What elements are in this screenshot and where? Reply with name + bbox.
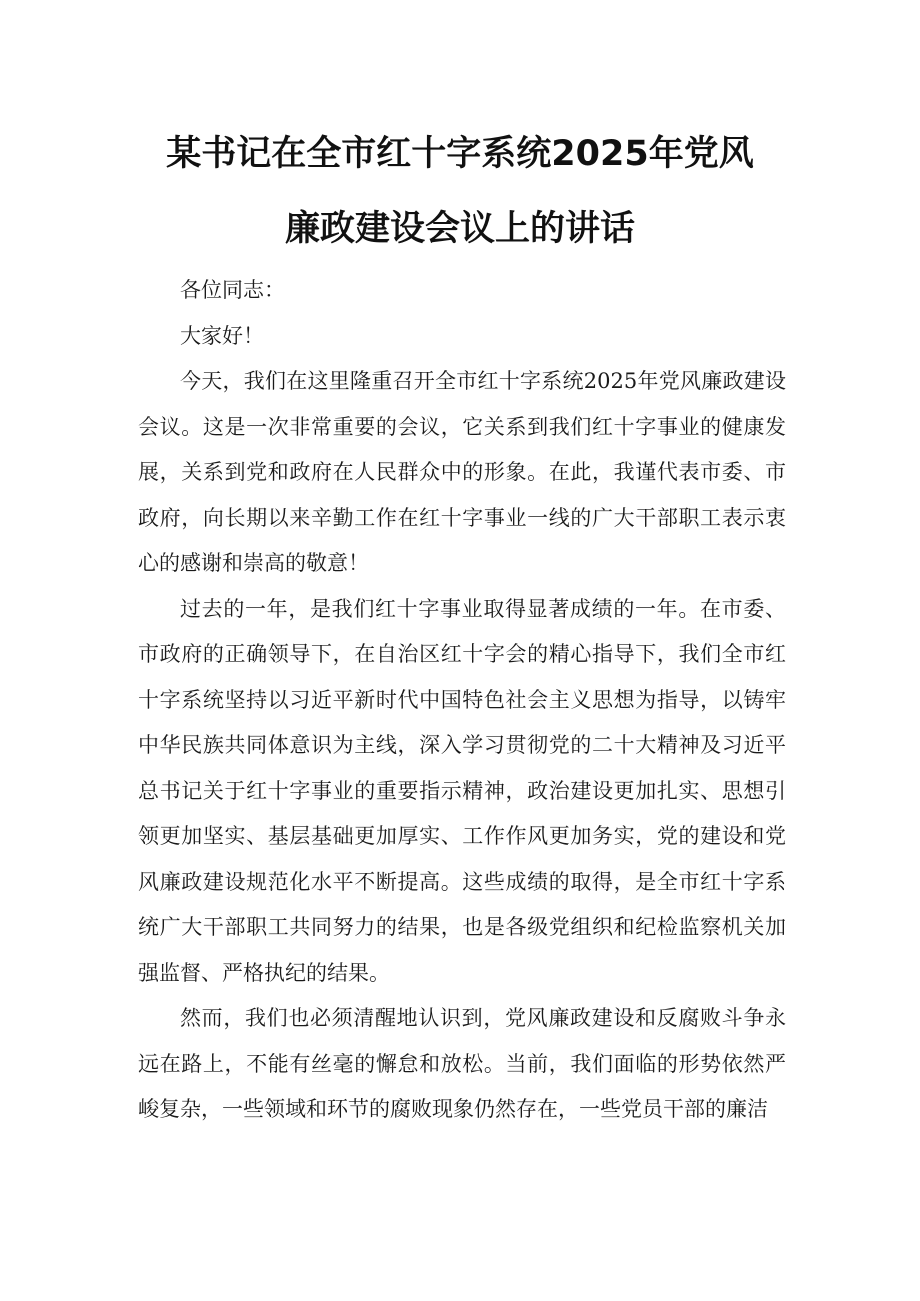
salutation-paragraph: 各位同志： [180,278,285,302]
body-paragraph-1: 今天，我们在这里隆重召开全市红十字系统2025年党风廉政建设会议。这是一次非常重要的会议，它关系到我们红十字事业的健康发展，关系到党和政府在人民群众中的形象。在此，我谨代表市委、市政府，向长期以来辛勤工作在红十字事业一线的广大干部职工表示衷心的感谢和崇高的敬意！ [138,369,786,575]
greeting-paragraph: 大家好！ [180,323,264,348]
body-paragraph-3: 然而，我们也必须清醒地认识到，党风廉政建设和反腐败斗争永远在路上，不能有丝毫的懈怠和放松。当前，我们面临的形势依然严峻复杂，一些领域和环节的腐败现象仍然存在，一些党员干部的廉洁 [138,1006,786,1121]
document-body [138,268,786,1133]
body-paragraph-2: 过去的一年，是我们红十字事业取得显著成绩的一年。在市委、市政府的正确领导下，在自治区红十字会的精心指导下，我们全市红十字系统坚持以习近平新时代中国特色社会主义思想为指导，以铸牢中华民族共同体意识为主线，深入学习贯彻党的二十大精神及习近平总书记关于红十字事业的重要指示精神，政治建设更加扎实、思想引领更加坚实、基层基础更加厚实、工作作风更加务实，党的建设和党风廉政建设规范化水平不断提高。这些成绩的取得，是全市红十字系统广大干部职工共同努力的结果，也是各级党组织和纪检监察机关加强监督、严格执纪的结果。 [138,596,786,985]
document-title-line-2: 廉政建设会议上的讲话 [284,209,635,249]
document-title-line-1: 某书记在全市红十字系统2025年党风 [166,134,754,174]
